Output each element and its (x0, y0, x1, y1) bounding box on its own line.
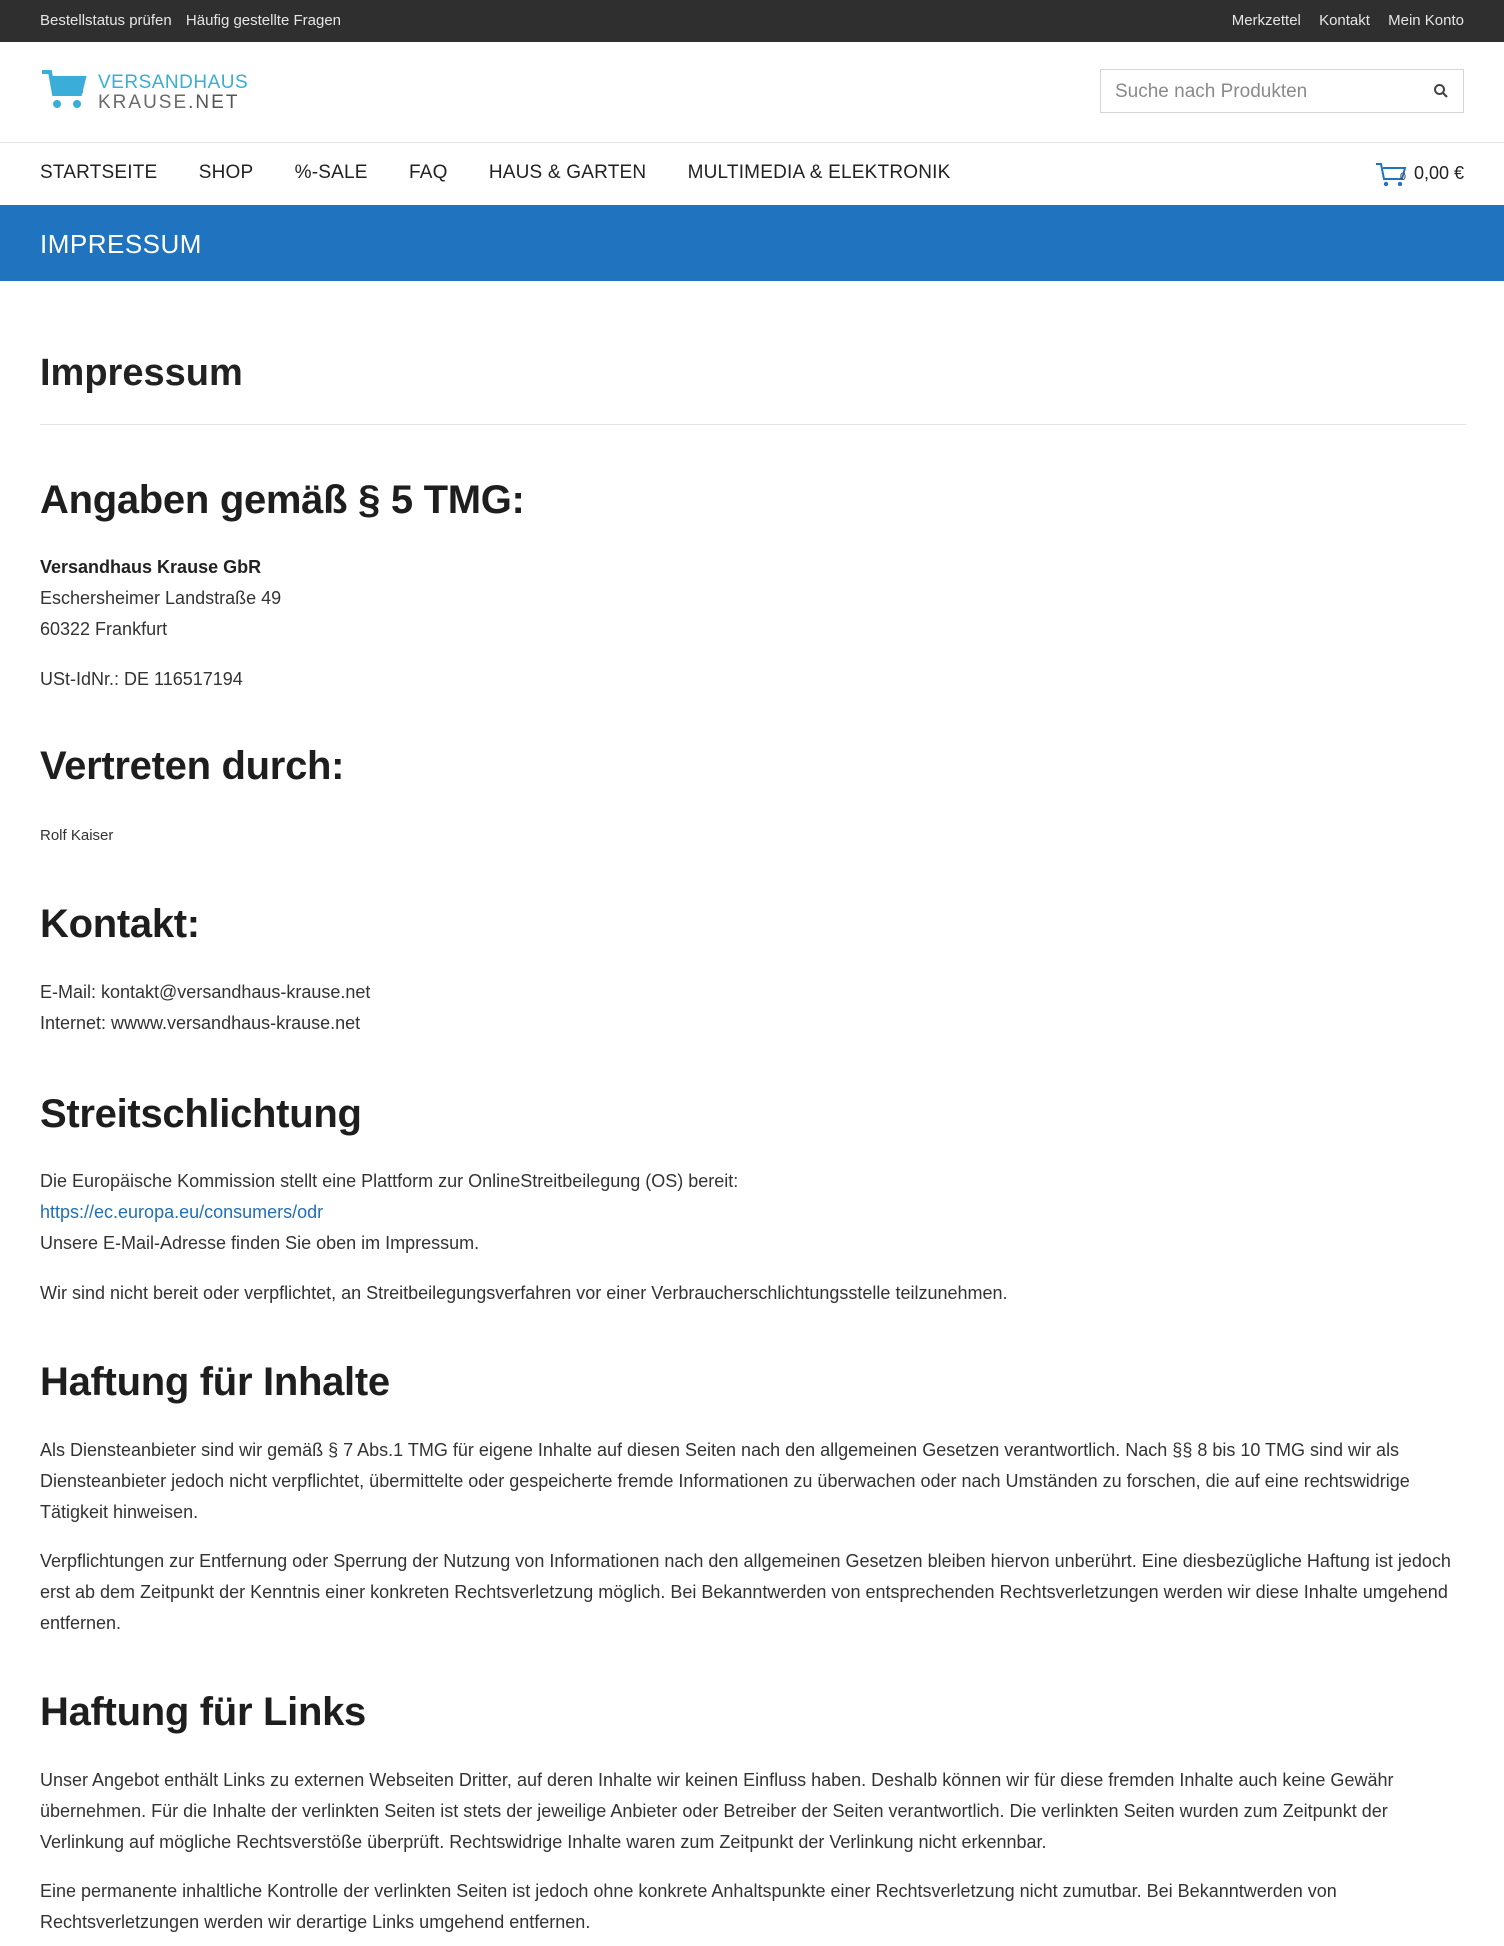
link-liability-paragraph-2: Eine permanente inhaltliche Kontrolle der verlinkten Seiten ist jedoch ohne konkrete Anhaltspunkte einer Rechtsverletzung nicht zumutbar. Bei Bekanntwerden von Rechtsverletzungen werden wir derartige Links umgehend entfernen. (40, 1881, 1337, 1932)
nav-item-haus-garten[interactable]: HAUS & GARTEN (488, 162, 647, 183)
vat-id: USt-IdNr.: DE 116517194 (40, 669, 243, 689)
nav-item-faq[interactable]: FAQ (408, 162, 448, 183)
logo-line-2 (98, 92, 239, 114)
banner-title: IMPRESSUM (40, 229, 202, 259)
dispute-line-1: Die Europäische Kommission stellt eine Plattform zur OnlineStreitbeilegung (OS) bereit: (40, 1171, 739, 1191)
company-address (40, 552, 1466, 645)
company-street: Eschersheimer Landstraße 49 (40, 588, 282, 608)
site-logo[interactable] (40, 68, 249, 118)
title-divider (40, 424, 1466, 425)
nav-item-shop[interactable]: SHOP (198, 162, 254, 183)
content-liability-paragraph-2: Verpflichtungen zur Entfernung oder Sperrung der Nutzung von Informationen nach den allgemeinen Gesetzen bleiben hiervon unberührt. Eine diesbezügliche Haftung ist jedoch erst ab dem Zeitpunkt der Kenntnis einer konkreten Rechtsverletzung möglich. Bei Bekanntwerden von entsprechenden Rechtsverletzungen werden wir diese Inhalte umgehend entfernen. (40, 1551, 1451, 1633)
contact-email: E-Mail: kontakt@versandhaus-krause.net (40, 982, 371, 1002)
section-heading-content-liability: Haftung für Inhalte (40, 1360, 390, 1404)
dispute-paragraph-2: Wir sind nicht bereit oder verpflichtet, an Streitbeilegungsverfahren vor einer Verbraucherschlichtungsstelle teilzunehmen. (40, 1283, 1008, 1303)
wishlist-link[interactable]: Merkzettel (1231, 12, 1301, 29)
search-input[interactable] (1113, 80, 1417, 104)
representative-name: Rolf Kaiser (40, 827, 114, 844)
my-account-link[interactable]: Mein Konto (1388, 12, 1464, 29)
mini-cart[interactable] (1354, 157, 1464, 189)
page-title: Impressum (40, 352, 243, 394)
logo-name: KRAUSE (98, 92, 189, 113)
odr-link[interactable]: https://ec.europa.eu/consumers/odr (40, 1202, 324, 1222)
nav-item-sale[interactable]: %-SALE (294, 162, 368, 183)
section-heading-representative: Vertreten durch: (40, 744, 345, 788)
page-banner (0, 205, 1504, 281)
contact-internet: Internet: wwww.versandhaus-krause.net (40, 1013, 361, 1033)
cart-count: 0 (1399, 171, 1406, 183)
nav-item-startseite[interactable]: STARTSEITE (40, 162, 158, 183)
section-heading-contact: Kontakt: (40, 902, 200, 946)
site-header (0, 42, 1504, 143)
main-nav (0, 143, 1504, 205)
section-heading-tmg: Angaben gemäß § 5 TMG: (40, 478, 525, 522)
logo-line-1: VERSANDHAUS (98, 72, 249, 93)
content-liability-paragraph-1: Als Diensteanbieter sind wir gemäß § 7 Abs.1 TMG für eigene Inhalte auf diesen Seiten nach den allgemeinen Gesetzen verantwortlich. Nach §§ 8 bis 10 TMG sind wir als Diensteanbieter jedoch nicht verpflichtet, übermittelte oder gespeicherte fremde Informationen zu überwachen oder nach Umständen zu forschen, die auf eine rechtswidrige Tätigkeit hinweisen. (40, 1440, 1410, 1522)
top-bar (0, 0, 1504, 42)
top-bar-right (1218, 12, 1464, 29)
cart-total: 0,00 € (1413, 163, 1464, 183)
product-search (1100, 69, 1464, 113)
company-name: Versandhaus Krause GbR (40, 557, 262, 577)
dispute-line-2: Unsere E-Mail-Adresse finden Sie oben im Impressum. (40, 1233, 480, 1253)
section-heading-link-liability: Haftung für Links (40, 1690, 366, 1734)
contact-link[interactable]: Kontakt (1319, 12, 1370, 29)
link-liability-paragraph-1: Unser Angebot enthält Links zu externen Webseiten Dritter, auf deren Inhalte wir keinen Einfluss haben. Deshalb können wir für diese fremden Inhalte auch keine Gewähr übernehmen. Für die Inhalte der verlinkten Seiten ist stets der jeweilige Anbieter oder Betreiber der Seiten verantwortlich. Die verlinkten Seiten wurden zum Zeitpunkt der Verlinkung auf mögliche Rechtsverstöße überprüft. Rechtswidrige Inhalte waren zum Zeitpunkt der Verlinkung nicht erkennbar. (40, 1770, 1394, 1852)
faq-link[interactable]: Häufig gestellte Fragen (185, 12, 342, 29)
contact-details (40, 977, 1466, 1039)
section-heading-dispute: Streitschlichtung (40, 1092, 362, 1136)
top-bar-left (40, 12, 351, 29)
logo-tld: .NET (188, 92, 240, 113)
company-city: 60322 Frankfurt (40, 619, 168, 639)
nav-item-multimedia[interactable]: MULTIMEDIA & ELEKTRONIK (687, 162, 951, 183)
order-status-link[interactable]: Bestellstatus prüfen (40, 12, 172, 29)
dispute-block (40, 1166, 1466, 1259)
nav-items (40, 162, 987, 184)
shopping-cart-icon (40, 68, 88, 112)
search-icon[interactable] (1433, 83, 1449, 99)
